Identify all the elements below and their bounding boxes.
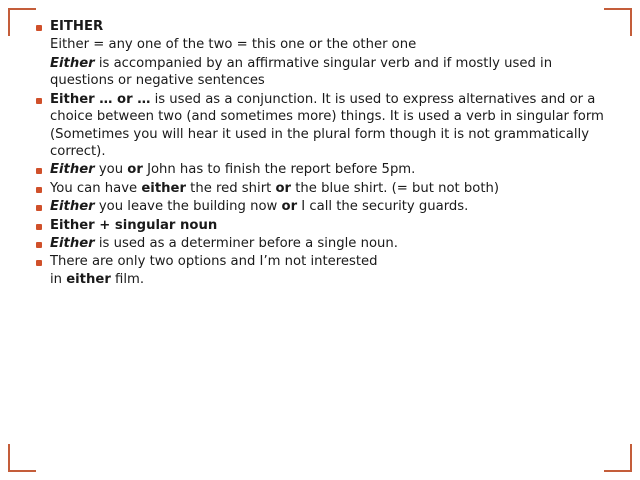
line-example-john: Either you or John has to finish the report before 5pm. <box>34 161 614 178</box>
line-conjunction: Either … or … is used as a conjunction. It is used to express alternatives and or a choice between two (and sometimes more) things. It is used a verb in singular form (Sometimes you will hear it used in the plural form though it is not grammatically correct). <box>34 91 614 161</box>
slide-title: EITHER <box>34 18 614 35</box>
line-determiner: Either is used as a determiner before a single noun. <box>34 235 614 252</box>
line-example-building: Either you leave the building now or I call the security guards. <box>34 198 614 215</box>
corner-mark-bottom-left <box>8 444 36 472</box>
line-accompanied: Either is accompanied by an affirmative singular verb and if mostly used in questions or negative sentences <box>50 55 553 89</box>
line-singular-noun-heading: Either + singular noun <box>34 217 614 234</box>
bullet-list <box>34 18 614 288</box>
slide-content <box>34 18 614 440</box>
corner-mark-top-left <box>8 8 36 36</box>
line-definition: Either = any one of the two = this one or the other one <box>50 37 417 53</box>
corner-mark-bottom-right <box>604 444 632 472</box>
line-example-shirt: You can have either the red shirt or the blue shirt. (= but not both) <box>34 180 614 197</box>
line-example-film: There are only two options and I’m not interested in either film. <box>34 253 614 288</box>
